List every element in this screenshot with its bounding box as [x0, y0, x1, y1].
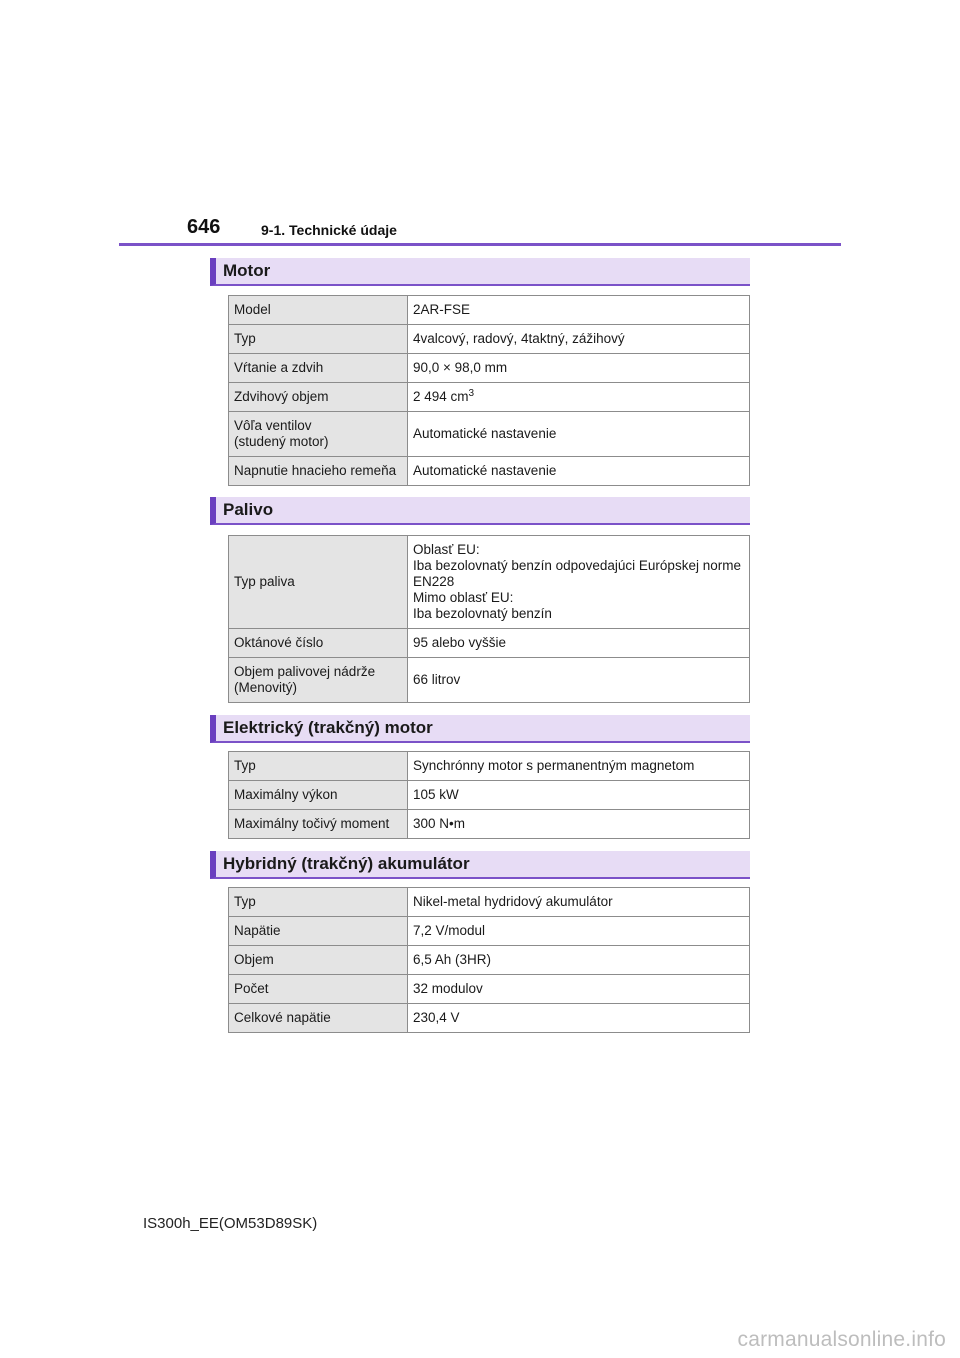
table-row	[229, 1004, 750, 1033]
spec-table-motor	[228, 295, 750, 486]
row-value: 7,2 V/modul	[408, 917, 750, 946]
row-label: Počet	[229, 975, 408, 1004]
table-row	[229, 975, 750, 1004]
row-value: Automatické nastavenie	[408, 412, 750, 457]
table-row	[229, 383, 750, 412]
row-value: Oblasť EU: Iba bezolovnatý benzín odpovedajúci Európskej norme EN228 Mimo oblasť EU: Iba bezolovnatý benzín	[408, 536, 750, 629]
row-label: Typ	[229, 325, 408, 354]
table-row	[229, 888, 750, 917]
row-value: 105 kW	[408, 781, 750, 810]
table-row	[229, 752, 750, 781]
table-row	[229, 810, 750, 839]
section-heading-hybrid-battery: Hybridný (trakčný) akumulátor	[210, 851, 750, 879]
row-value: 300 N•m	[408, 810, 750, 839]
row-value: 2AR-FSE	[408, 296, 750, 325]
row-value: 230,4 V	[408, 1004, 750, 1033]
page-number: 646	[187, 216, 221, 238]
row-label: Objem palivovej nádrže (Menovitý)	[229, 658, 408, 703]
row-value: 4valcový, radový, 4taktný, zážihový	[408, 325, 750, 354]
table-row	[229, 354, 750, 383]
row-label: Typ	[229, 752, 408, 781]
row-value: Nikel-metal hydridový akumulátor	[408, 888, 750, 917]
table-row	[229, 658, 750, 703]
section-heading-palivo: Palivo	[210, 497, 750, 525]
table-row	[229, 946, 750, 975]
table-row	[229, 457, 750, 486]
spec-table-hybrid-battery	[228, 887, 750, 1033]
table-row	[229, 412, 750, 457]
footer-model-code: IS300h_EE(OM53D89SK)	[143, 1215, 318, 1232]
row-value: Synchrónny motor s permanentným magnetom	[408, 752, 750, 781]
unit-superscript: 3	[468, 388, 475, 399]
table-row	[229, 629, 750, 658]
section-heading-electric-motor: Elektrický (trakčný) motor	[210, 715, 750, 743]
row-label: Typ paliva	[229, 536, 408, 629]
row-value	[408, 383, 750, 412]
row-value: 66 litrov	[408, 658, 750, 703]
row-label: Vŕtanie a zdvih	[229, 354, 408, 383]
row-label: Objem	[229, 946, 408, 975]
row-value: 6,5 Ah (3HR)	[408, 946, 750, 975]
section-heading-motor: Motor	[210, 258, 750, 286]
spec-table-palivo	[228, 535, 750, 703]
table-row	[229, 325, 750, 354]
table-row	[229, 781, 750, 810]
row-label: Celkové napätie	[229, 1004, 408, 1033]
row-label: Model	[229, 296, 408, 325]
row-label: Zdvihový objem	[229, 383, 408, 412]
row-label: Typ	[229, 888, 408, 917]
row-label: Oktánové číslo	[229, 629, 408, 658]
row-label: Maximálny točivý moment	[229, 810, 408, 839]
row-label: Napätie	[229, 917, 408, 946]
table-row	[229, 296, 750, 325]
row-value: Automatické nastavenie	[408, 457, 750, 486]
row-value: 90,0 × 98,0 mm	[408, 354, 750, 383]
spec-table-electric-motor	[228, 751, 750, 839]
row-value: 32 modulov	[408, 975, 750, 1004]
table-row	[229, 917, 750, 946]
watermark: carmanualsonline.info	[737, 1328, 946, 1351]
row-value: 95 alebo vyššie	[408, 629, 750, 658]
table-row	[229, 536, 750, 629]
displacement-value: 2 494 cm	[413, 389, 469, 404]
row-label: Maximálny výkon	[229, 781, 408, 810]
header-rule	[119, 243, 841, 246]
row-label: Napnutie hnacieho remeňa	[229, 457, 408, 486]
row-label: Vôľa ventilov (studený motor)	[229, 412, 408, 457]
section-reference: 9-1. Technické údaje	[261, 222, 397, 238]
